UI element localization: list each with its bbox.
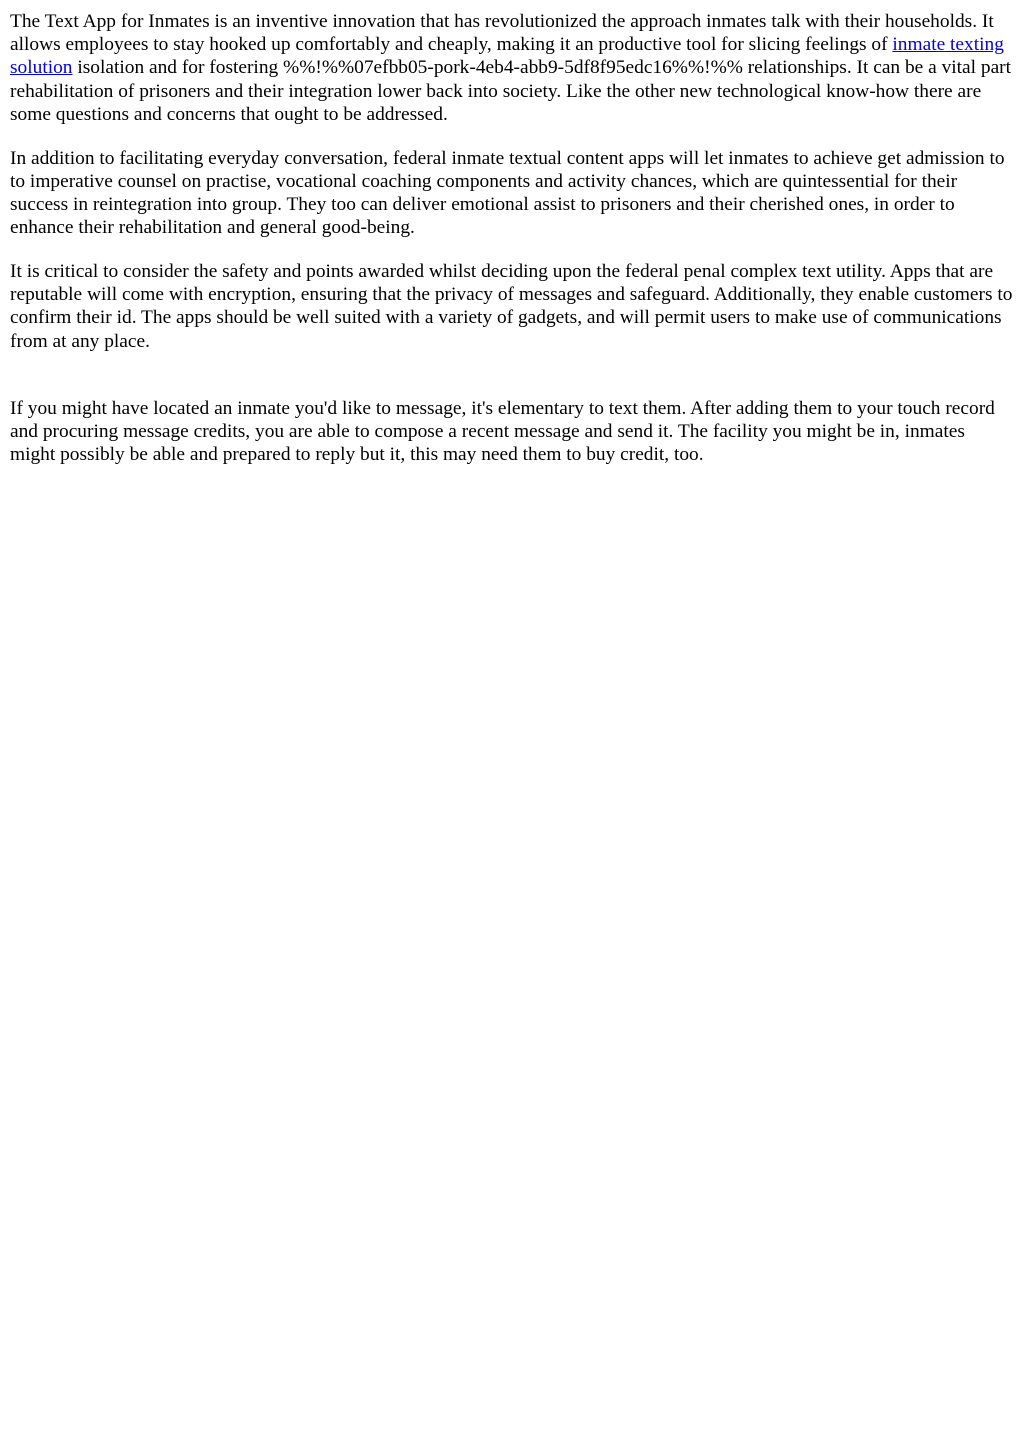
paragraph-2: In addition to facilitating everyday conversation, federal inmate textual content apps will let inmates to achieve get admission to to imperative counsel on practise, vocational coaching components and activity chances, which are quintessential for their success in reintegration into group. They too can deliver emotional assist to prisoners and their cherished ones, in order to enhance their rehabilitation and general good-being. (10, 147, 1005, 239)
paragraph-4: If you might have located an inmate you'd like to message, it's elementary to text them. After adding them to your touch record and procuring message credits, you are able to compose a recent message and send it. The facility you might be in, inmates might possibly be able and prepared to reply but it, this may need them to buy credit, too. (10, 397, 995, 466)
paragraph-1 (10, 10, 1014, 126)
paragraph-3: It is critical to consider the safety and points awarded whilst deciding upon the federal penal complex text utility. Apps that are reputable will come with encryption, ensuring that the privacy of messages and safeguard. Additionally, they enable customers to confirm their id. The apps should be well suited with a variety of gadgets, and will permit users to make use of communications from at any place. (10, 261, 1013, 352)
article-body (10, 10, 1014, 487)
inmate-texting-solution-link[interactable]: inmate texting solution (10, 34, 1004, 79)
paragraph-1-text-before-link: The Text App for Inmates is an inventive innovation that has revolutionized the approach inmates talk with their households. It allows employees to stay hooked up comfortably and cheaply, making it an productive tool for slicing feelings of (10, 11, 994, 56)
paragraph-1-text-after-link: isolation and for fostering %%!%%07efbb05-pork-4eb4-abb9-5df8f95edc16%%!%% relationships. It can be a vital part rehabilitation of prisoners and their integration lower back into society. Like the other new technological know-how there are some questions and concerns that ought to be addressed. (10, 57, 1012, 125)
